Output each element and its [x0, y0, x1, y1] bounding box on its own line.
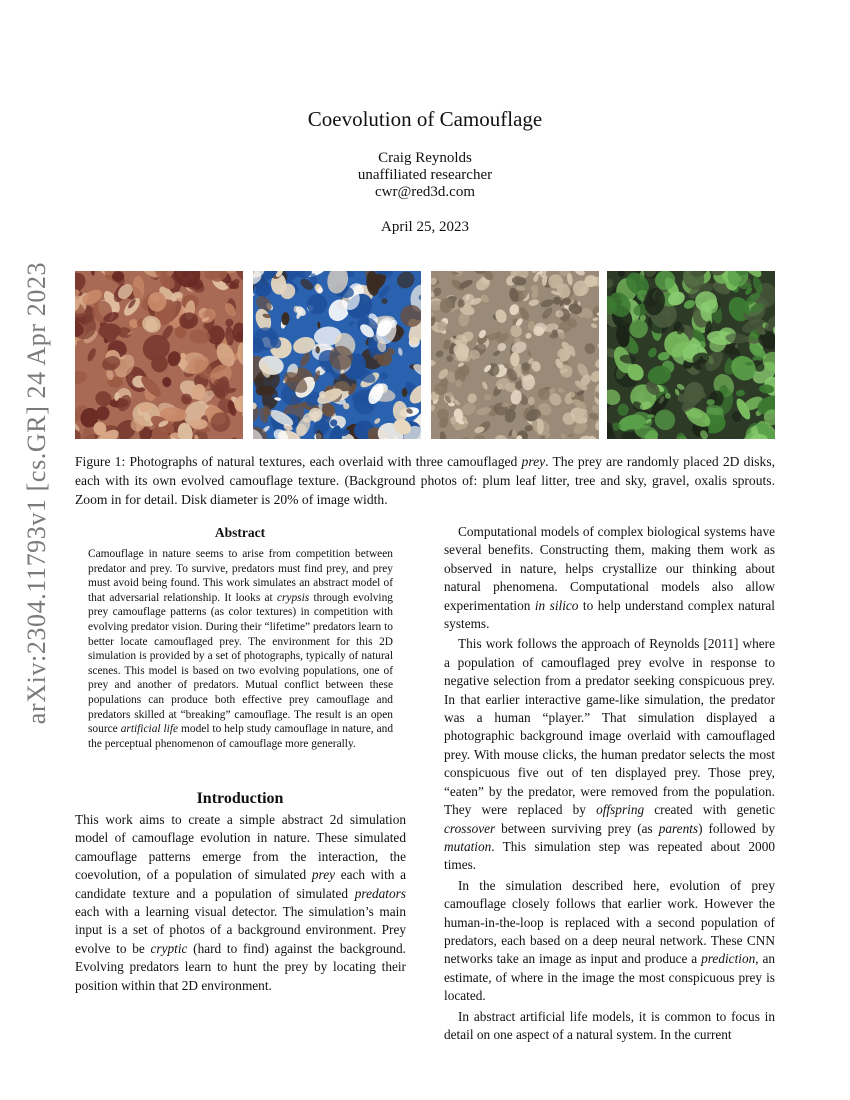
para-text: This work follows the approach of Reynolds [2011] where a population of camouflaged prey evolve in response to negative selection from a predator seeking conspicuous prey. In that earlier interactive game-like simulation, the predator was a human “player.” That simulation displayed a photographic background image overlaid with camouflaged prey. With mouse clicks, the human predator selects the most conspicuous five out of ten displayed prey. Those prey, “eaten” by the predator, were removed from the population. They were replaced by	[444, 636, 775, 818]
texture-blob	[254, 327, 279, 350]
texture-svg	[431, 271, 599, 439]
caption-italic: prey	[521, 454, 546, 469]
intro-italic: prey	[311, 867, 336, 883]
author-affiliation: unaffiliated researcher	[357, 167, 493, 183]
para-italic: crossover	[444, 820, 496, 836]
abstract-italic: crypsis	[276, 591, 310, 604]
caption-text: . The prey are randomly placed 2D disks, each with its own evolved camouflage texture. (Background photos of: plum leaf litter, tree and sky, gravel, oxalis sprouts. Zoom in for detail. Disk diameter is 20% of image width.	[75, 454, 776, 507]
figure-photo-oxalis	[607, 271, 775, 439]
para-italic: mutation	[444, 838, 492, 854]
para-italic: parents	[658, 820, 699, 836]
para-text: In abstract artificial life models, it is common to focus in detail on one aspect of a natural system. In the current	[444, 1008, 775, 1042]
abstract-text: Camouflage in nature seems to arise from competition between predator and prey. To survive, predators must find prey, and prey must avoid being found. This work simulates an abstract model of that adversarial relationship. It looks at	[88, 548, 393, 604]
para-italic: in silico	[534, 597, 579, 613]
para-italic: offspring	[596, 802, 645, 818]
intro-italic: predators	[354, 885, 406, 901]
para-text: , an estimate, of where in the image the most conspicuous prey is located.	[444, 951, 776, 1004]
author-name: Craig Reynolds	[378, 150, 472, 166]
caption-label: Figure 1:	[75, 454, 126, 469]
para-text: ) followed by	[698, 820, 776, 836]
introduction-heading: Introduction	[196, 790, 284, 807]
paper-date: April 25, 2023	[381, 219, 469, 235]
figure-photo-gravel	[431, 271, 599, 439]
texture-svg	[253, 271, 421, 439]
paragraph	[444, 1008, 775, 1045]
para-text: . This simulation step was repeated about 2000 times.	[444, 838, 775, 873]
texture-blob	[563, 412, 576, 424]
abstract-text: model to help study camouflage in nature, and the perceptual phenomenon of camouflage more generally.	[88, 723, 394, 750]
figure-caption	[75, 452, 775, 509]
intro-text: This work aims to create a simple abstract 2d simulation model of camouflage evolution in nature. These simulated camouflage patterns emerge from the interaction, the coevolution, of a population of simulated	[75, 812, 406, 883]
intro-text: (hard to find) against the background. Evolving predators learn to hunt the prey by locating their position within that 2D environment.	[75, 940, 406, 993]
para-text: In the simulation described here, evolution of prey camouflage closely follows that earlier work. However the human-in-the-loop is replaced with a second population of predators, each based on a deep neural network. These CNN networks take an image as input and produce a	[444, 877, 775, 967]
arxiv-stamp: arXiv:2304.11793v1 [cs.GR] 24 Apr 2023	[22, 261, 51, 725]
author-email: cwr@red3d.com	[374, 184, 476, 200]
para-text: Computational models of complex biological systems have several benefits. Constructing them, making them work as observed in nature, helps crystallize our thinking about natural phenomena. Computational models also allow experimentation	[444, 524, 775, 613]
figure-photo-leaf-litter	[75, 271, 243, 439]
right-column-body	[444, 523, 775, 1044]
para-text: between surviving prey (as	[495, 820, 659, 836]
caption-text: Photographs of natural textures, each overlaid with three camouflaged	[129, 454, 518, 469]
paper-title: Coevolution of Camouflage	[307, 107, 543, 131]
para-text: to help understand complex natural systems.	[444, 597, 775, 632]
paragraph	[444, 523, 775, 633]
intro-italic: cryptic	[150, 940, 188, 956]
introduction-body	[75, 811, 406, 995]
abstract-body	[88, 547, 393, 751]
intro-text: each with a learning visual detector. The simulation’s main input is a set of photos of a background environment. Prey evolve to be	[75, 904, 406, 956]
intro-text: each with a candidate texture and a population of simulated	[75, 867, 406, 901]
para-italic: prediction	[701, 951, 756, 967]
texture-svg	[607, 271, 775, 439]
figure-photo-tree-sky	[253, 271, 421, 439]
paragraph	[444, 635, 775, 874]
paragraph	[444, 877, 775, 1006]
texture-svg	[75, 271, 243, 439]
abstract-text: through evolving prey camouflage patterns (as color textures) in competition with evolving predator vision. During their “lifetime” predators learn to better locate camouflaged prey. The environment for this 2D simulation is provided by a set of photographs, typically of natural scenes. This model is based on two evolving populations, one of prey and another of predators. Mutual conflict between these populations can produce both effective prey camouflage and predators skilled at “breaking” camouflage. The result is an open source	[88, 591, 393, 736]
para-text: created with genetic	[644, 802, 775, 818]
author-block	[0, 150, 850, 201]
abstract-heading: Abstract	[214, 525, 266, 540]
abstract-italic: artificial life	[120, 723, 179, 736]
